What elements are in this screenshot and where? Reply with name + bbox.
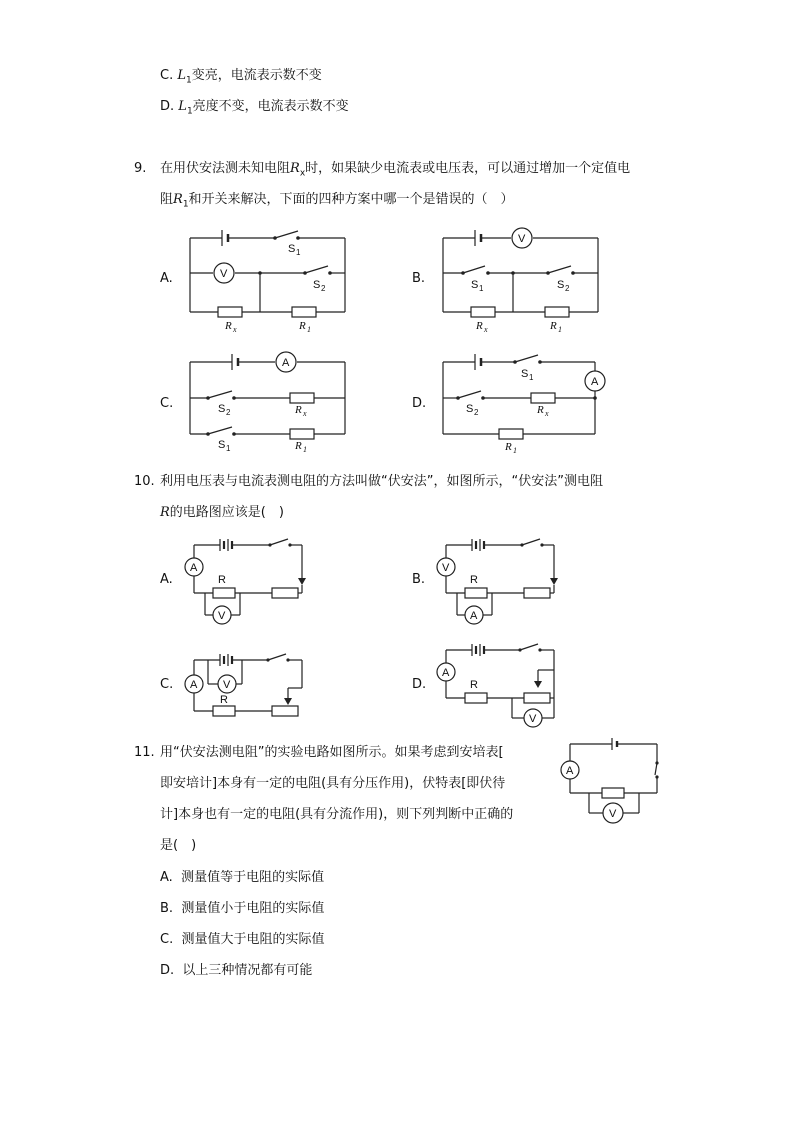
- svg-text:S: S: [288, 243, 296, 255]
- q10-option-d-label: D.: [412, 677, 427, 692]
- q10-circuit-b: [432, 533, 562, 628]
- svg-text:R: R: [476, 320, 483, 332]
- svg-text:R: R: [299, 320, 306, 332]
- q9-option-b-label: B.: [412, 271, 426, 286]
- svg-text:V: V: [609, 808, 617, 820]
- q11-number: 11.: [134, 745, 155, 760]
- svg-text:R: R: [537, 404, 544, 416]
- q9-option-a-label: A.: [160, 271, 173, 286]
- q11-stem-line3: 计]本身也有一定的电阻(具有分流作用)，则下列判断中正确的: [160, 807, 514, 822]
- q9-circuit-a: [180, 225, 360, 335]
- q11-option-b: B. 测量值小于电阻的实际值: [160, 901, 325, 916]
- q9-circuit-b: [433, 225, 613, 335]
- svg-text:1: 1: [296, 248, 301, 257]
- svg-text:S: S: [313, 279, 321, 291]
- svg-text:A: A: [282, 357, 290, 369]
- q11-circuit: [556, 735, 666, 830]
- svg-text:x: x: [233, 325, 237, 334]
- q10-option-a-label: A.: [160, 572, 173, 587]
- svg-text:R: R: [550, 320, 557, 332]
- svg-text:A: A: [566, 765, 574, 777]
- svg-text:1: 1: [226, 444, 231, 453]
- svg-text:V: V: [218, 610, 226, 622]
- q9-number: 9.: [134, 161, 147, 176]
- q11-option-a: A. 测量值等于电阻的实际值: [160, 870, 325, 885]
- svg-text:V: V: [442, 562, 450, 574]
- svg-text:2: 2: [226, 408, 231, 417]
- svg-text:2: 2: [565, 284, 570, 293]
- svg-text:R: R: [295, 440, 302, 452]
- q10-circuit-a: [180, 533, 310, 628]
- svg-text:S: S: [557, 279, 565, 291]
- svg-text:A: A: [190, 679, 198, 691]
- q11-option-d: D. 以上三种情况都有可能: [160, 963, 313, 978]
- svg-text:R: R: [218, 574, 226, 586]
- svg-text:S: S: [218, 439, 226, 451]
- svg-text:S: S: [471, 279, 479, 291]
- svg-text:x: x: [484, 325, 488, 334]
- svg-text:x: x: [303, 409, 307, 418]
- svg-text:A: A: [470, 610, 478, 622]
- svg-text:2: 2: [321, 284, 326, 293]
- svg-text:R: R: [220, 694, 228, 706]
- q10-option-b-label: B.: [412, 572, 426, 587]
- svg-text:V: V: [223, 679, 231, 691]
- q9-option-c-label: C.: [160, 396, 174, 411]
- svg-text:A: A: [442, 667, 450, 679]
- q9-stem-line2: 阻$R_1$和开关来解决，下面的四种方案中哪一个是错误的（ ）: [160, 192, 514, 210]
- q10-stem-line1: 利用电压表与电流表测电阻的方法叫做“伏安法”，如图所示，“伏安法”测电阻: [160, 474, 603, 489]
- q10-circuit-c: [180, 648, 310, 723]
- svg-text:S: S: [466, 403, 474, 415]
- q8-option-c: C. $L_1$变亮，电流表示数不变: [160, 68, 322, 86]
- svg-text:1: 1: [307, 325, 311, 334]
- svg-text:R: R: [470, 574, 478, 586]
- q10-stem-line2: R的电路图应该是( ): [160, 505, 284, 520]
- voltmeter-label: V: [220, 268, 228, 280]
- q10-number: 10.: [134, 474, 155, 489]
- svg-text:1: 1: [513, 446, 517, 455]
- svg-text:R: R: [470, 679, 478, 691]
- svg-text:S: S: [218, 403, 226, 415]
- svg-text:1: 1: [479, 284, 484, 293]
- q10-circuit-d: [432, 638, 562, 728]
- svg-text:A: A: [591, 376, 599, 388]
- svg-text:1: 1: [303, 445, 307, 454]
- svg-text:1: 1: [529, 373, 534, 382]
- q9-option-d-label: D.: [412, 396, 427, 411]
- q9-circuit-d: [433, 350, 618, 460]
- q11-stem-line2: 即安培计]本身有一定的电阻(具有分压作用)，伏特表[即伏待: [160, 776, 506, 791]
- q11-option-c: C. 测量值大于电阻的实际值: [160, 932, 325, 947]
- svg-text:R: R: [505, 441, 512, 453]
- svg-text:S: S: [521, 368, 529, 380]
- svg-text:A: A: [190, 562, 198, 574]
- svg-text:R: R: [295, 404, 302, 416]
- q8-option-d: D. $L_1$亮度不变，电流表示数不变: [160, 99, 349, 117]
- q9-circuit-c: [180, 350, 360, 460]
- q9-stem-line1: 在用伏安法测未知电阻$R_x$时，如果缺少电流表或电压表，可以通过增加一个定值电: [160, 161, 631, 179]
- svg-text:1: 1: [558, 325, 562, 334]
- q11-stem-line1: 用“伏安法测电阻”的实验电路如图所示。如果考虑到安培表[: [160, 745, 504, 760]
- svg-text:R: R: [225, 320, 232, 332]
- svg-text:2: 2: [474, 408, 479, 417]
- svg-text:x: x: [545, 409, 549, 418]
- svg-text:V: V: [518, 233, 526, 245]
- q10-option-c-label: C.: [160, 677, 174, 692]
- svg-text:V: V: [529, 713, 537, 725]
- q11-stem-line4: 是( ): [160, 838, 197, 853]
